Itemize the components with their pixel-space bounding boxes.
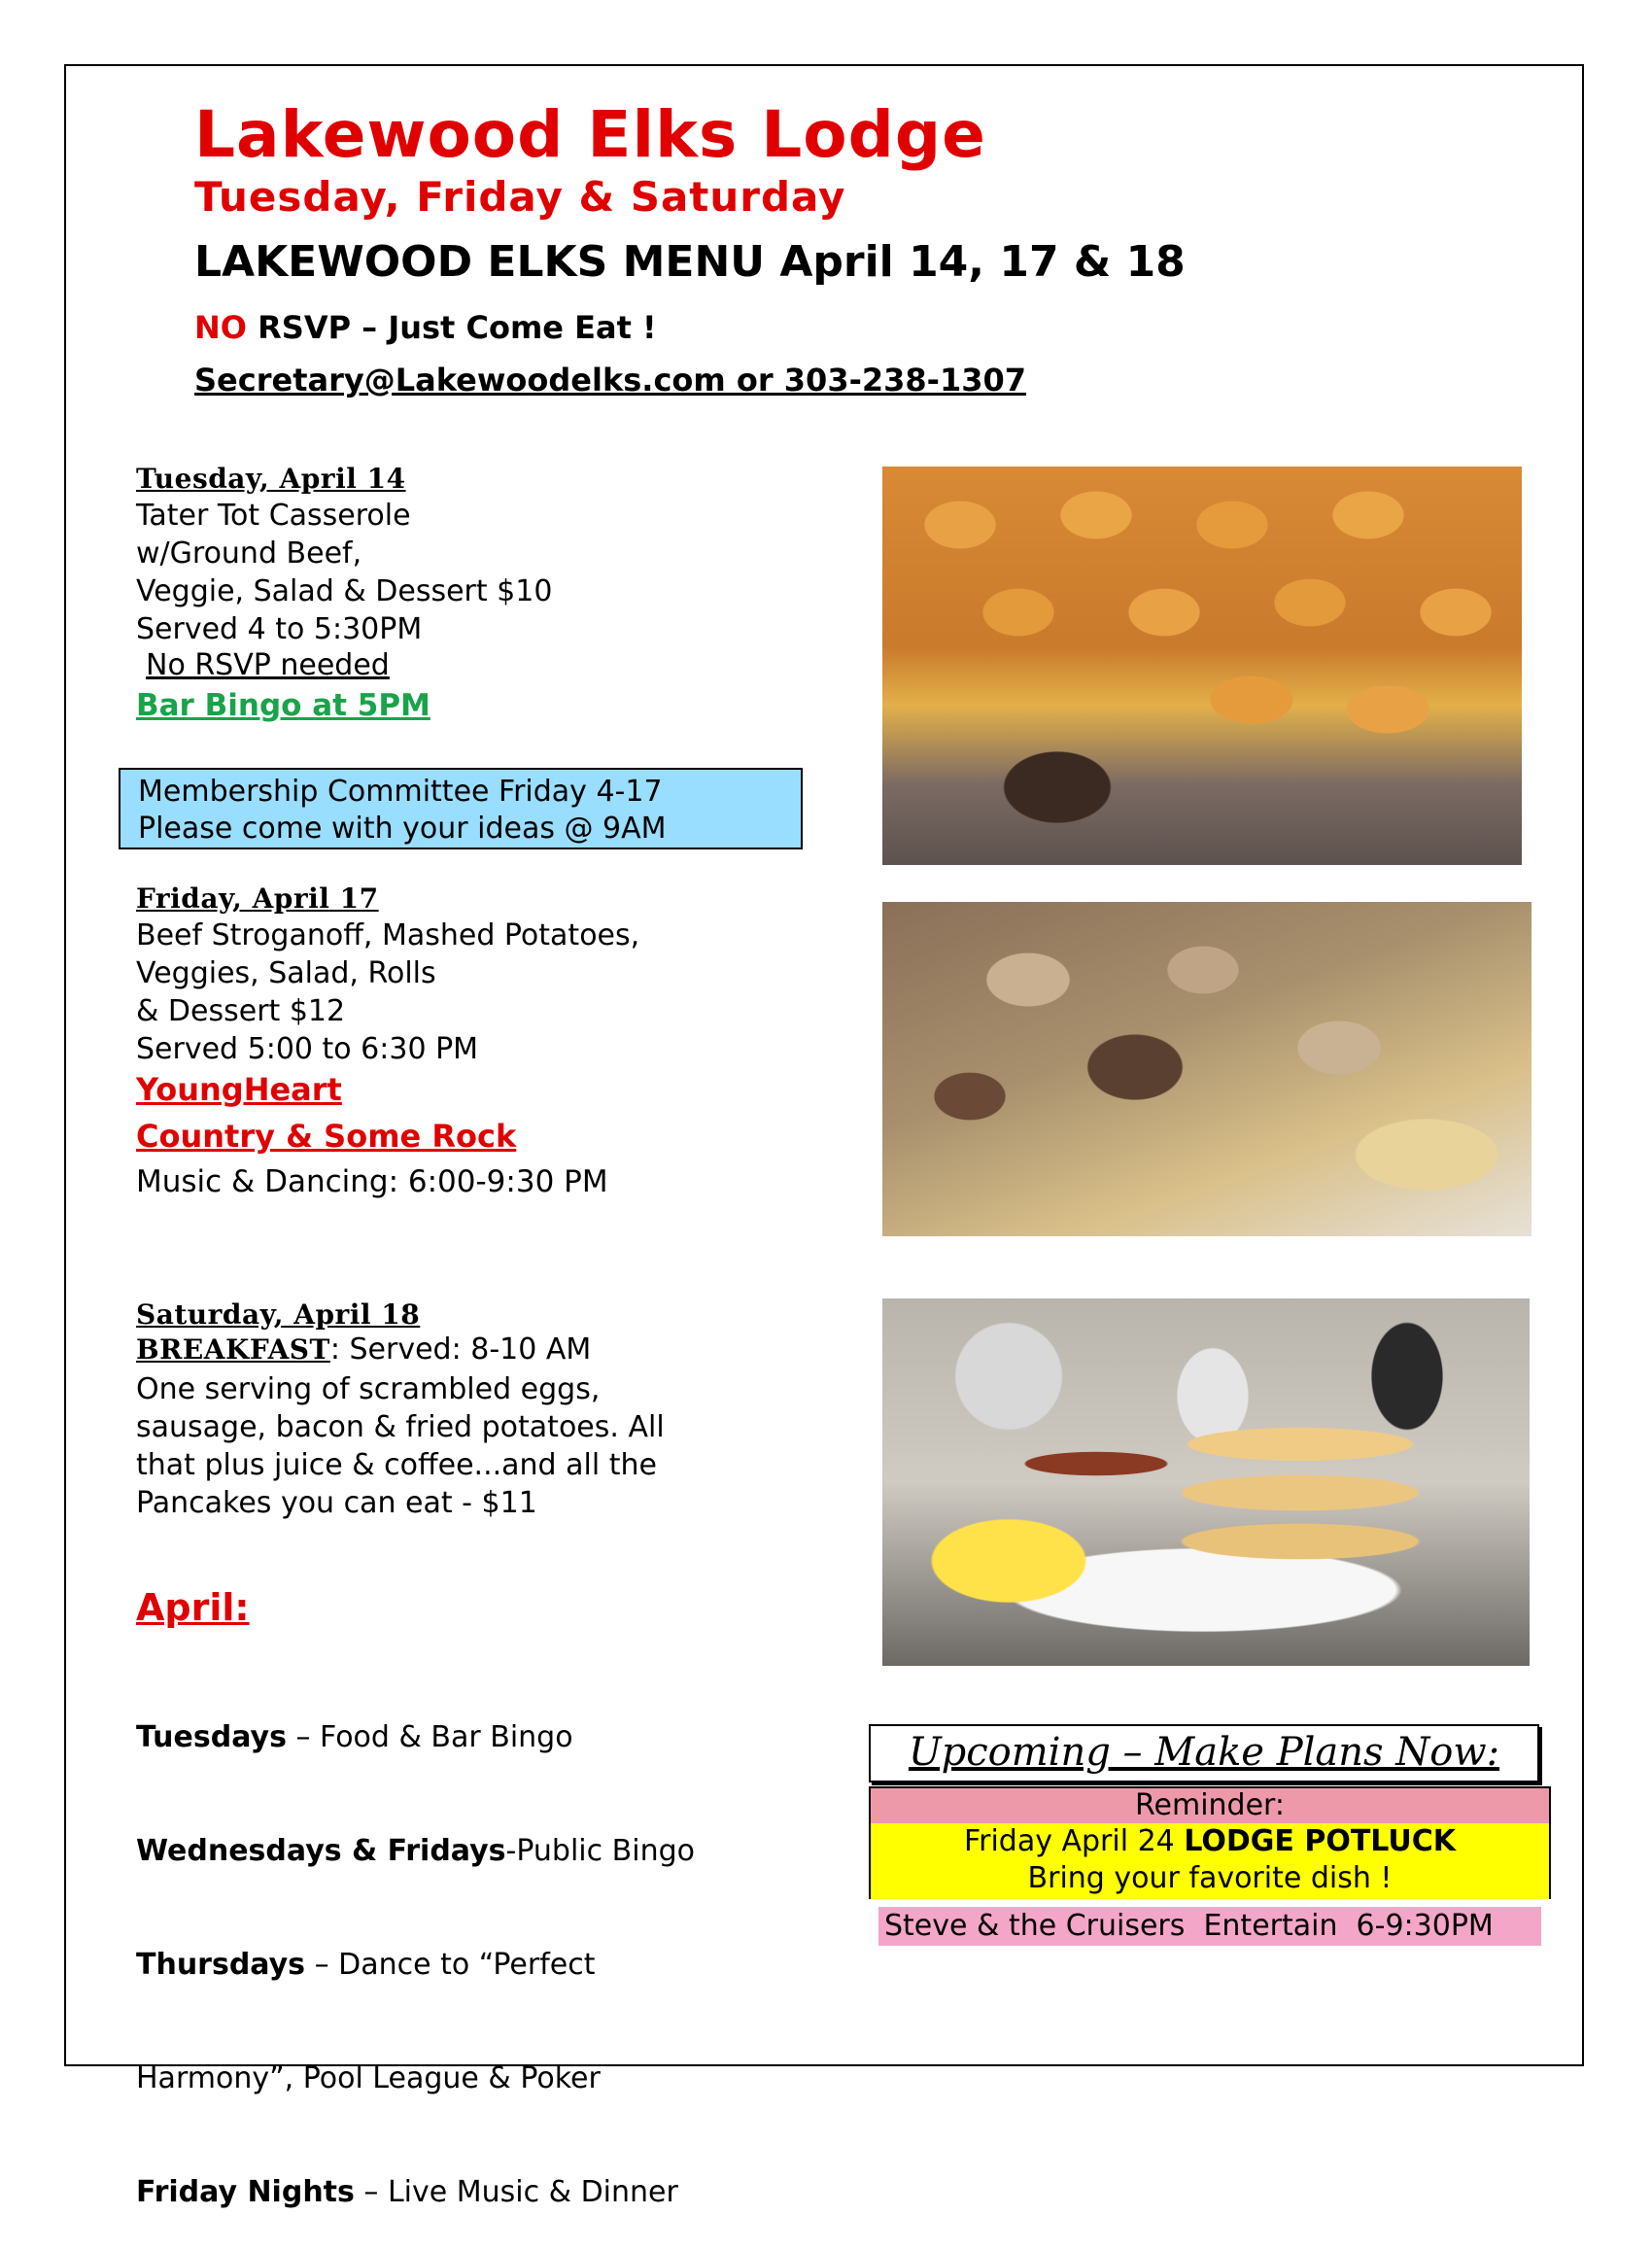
april-item: Wednesdays & Fridays-Public Bingo	[136, 1834, 696, 1868]
days-subtitle: Tuesday, Friday & Saturday	[194, 173, 846, 221]
reminder-box	[869, 1786, 1551, 1899]
saturday-heading: Saturday, April 18	[136, 1298, 421, 1331]
potluck-reminder	[871, 1823, 1549, 1899]
pancake-breakfast-photo	[882, 1298, 1530, 1666]
tater-tot-casserole-photo	[882, 467, 1522, 865]
april-item: Friday Nights – Live Music & Dinner	[136, 2175, 678, 2209]
tuesday-no-rsvp: No RSVP needed	[146, 648, 390, 682]
tuesday-menu: Tater Tot Casserole w/Ground Beef, Veggie, Salad & Dessert $10 Served 4 to 5:30PM	[136, 499, 553, 646]
membership-line-2: Please come with your ideas @ 9AM	[138, 812, 667, 846]
april-item: Thursdays – Dance to “Perfect	[136, 1948, 596, 1982]
breakfast-time: : Served: 8-10 AM	[329, 1332, 592, 1367]
april-item: Tuesdays – Food & Bar Bingo	[136, 1720, 573, 1754]
membership-committee-box	[119, 768, 803, 849]
rsvp-no: NO	[194, 309, 247, 346]
lodge-title: Lakewood Elks Lodge	[194, 97, 986, 172]
beef-stroganoff-photo	[882, 902, 1532, 1236]
membership-line-1: Membership Committee Friday 4-17	[138, 775, 663, 809]
breakfast-line	[136, 1332, 591, 1367]
potluck-instruction: Bring your favorite dish !	[1027, 1861, 1393, 1895]
breakfast-label: BREAKFAST	[136, 1333, 330, 1366]
potluck-date: Friday April 24	[964, 1824, 1185, 1858]
tuesday-heading: Tuesday, April 14	[136, 463, 406, 495]
friday-menu: Beef Stroganoff, Mashed Potatoes, Veggies, Salad, Rolls & Dessert $12 Served 5:00 to 6:30 PM	[136, 918, 640, 1066]
entertainment-note: Steve & the Cruisers Entertain 6-9:30PM	[878, 1907, 1541, 1946]
saturday-menu: One serving of scrambled eggs, sausage, bacon & fried potatoes. All that plus juice & coffee...and all the Pancakes you can eat - $11	[136, 1372, 665, 1520]
april-schedule	[136, 1643, 695, 2249]
april-item: Harmony”, Pool League & Poker	[136, 2061, 601, 2095]
band-name: YoungHeart	[136, 1071, 342, 1108]
music-dancing-time: Music & Dancing: 6:00-9:30 PM	[136, 1164, 608, 1199]
reminder-label: Reminder:	[871, 1788, 1549, 1823]
rsvp-text: RSVP – Just Come Eat !	[246, 309, 657, 346]
friday-heading: Friday, April 17	[136, 882, 379, 915]
potluck-title: LODGE POTLUCK	[1184, 1824, 1456, 1858]
rsvp-note	[194, 309, 657, 346]
april-heading: April:	[136, 1586, 250, 1629]
upcoming-heading: Upcoming – Make Plans Now:	[908, 1730, 1500, 1775]
contact-link[interactable]: Secretary@Lakewoodelks.com or 303-238-1307	[194, 362, 1026, 398]
band-genre: Country & Some Rock	[136, 1118, 517, 1155]
menu-dates: LAKEWOOD ELKS MENU April 14, 17 & 18	[194, 237, 1186, 287]
upcoming-banner	[869, 1724, 1539, 1782]
bar-bingo-note: Bar Bingo at 5PM	[136, 688, 430, 723]
